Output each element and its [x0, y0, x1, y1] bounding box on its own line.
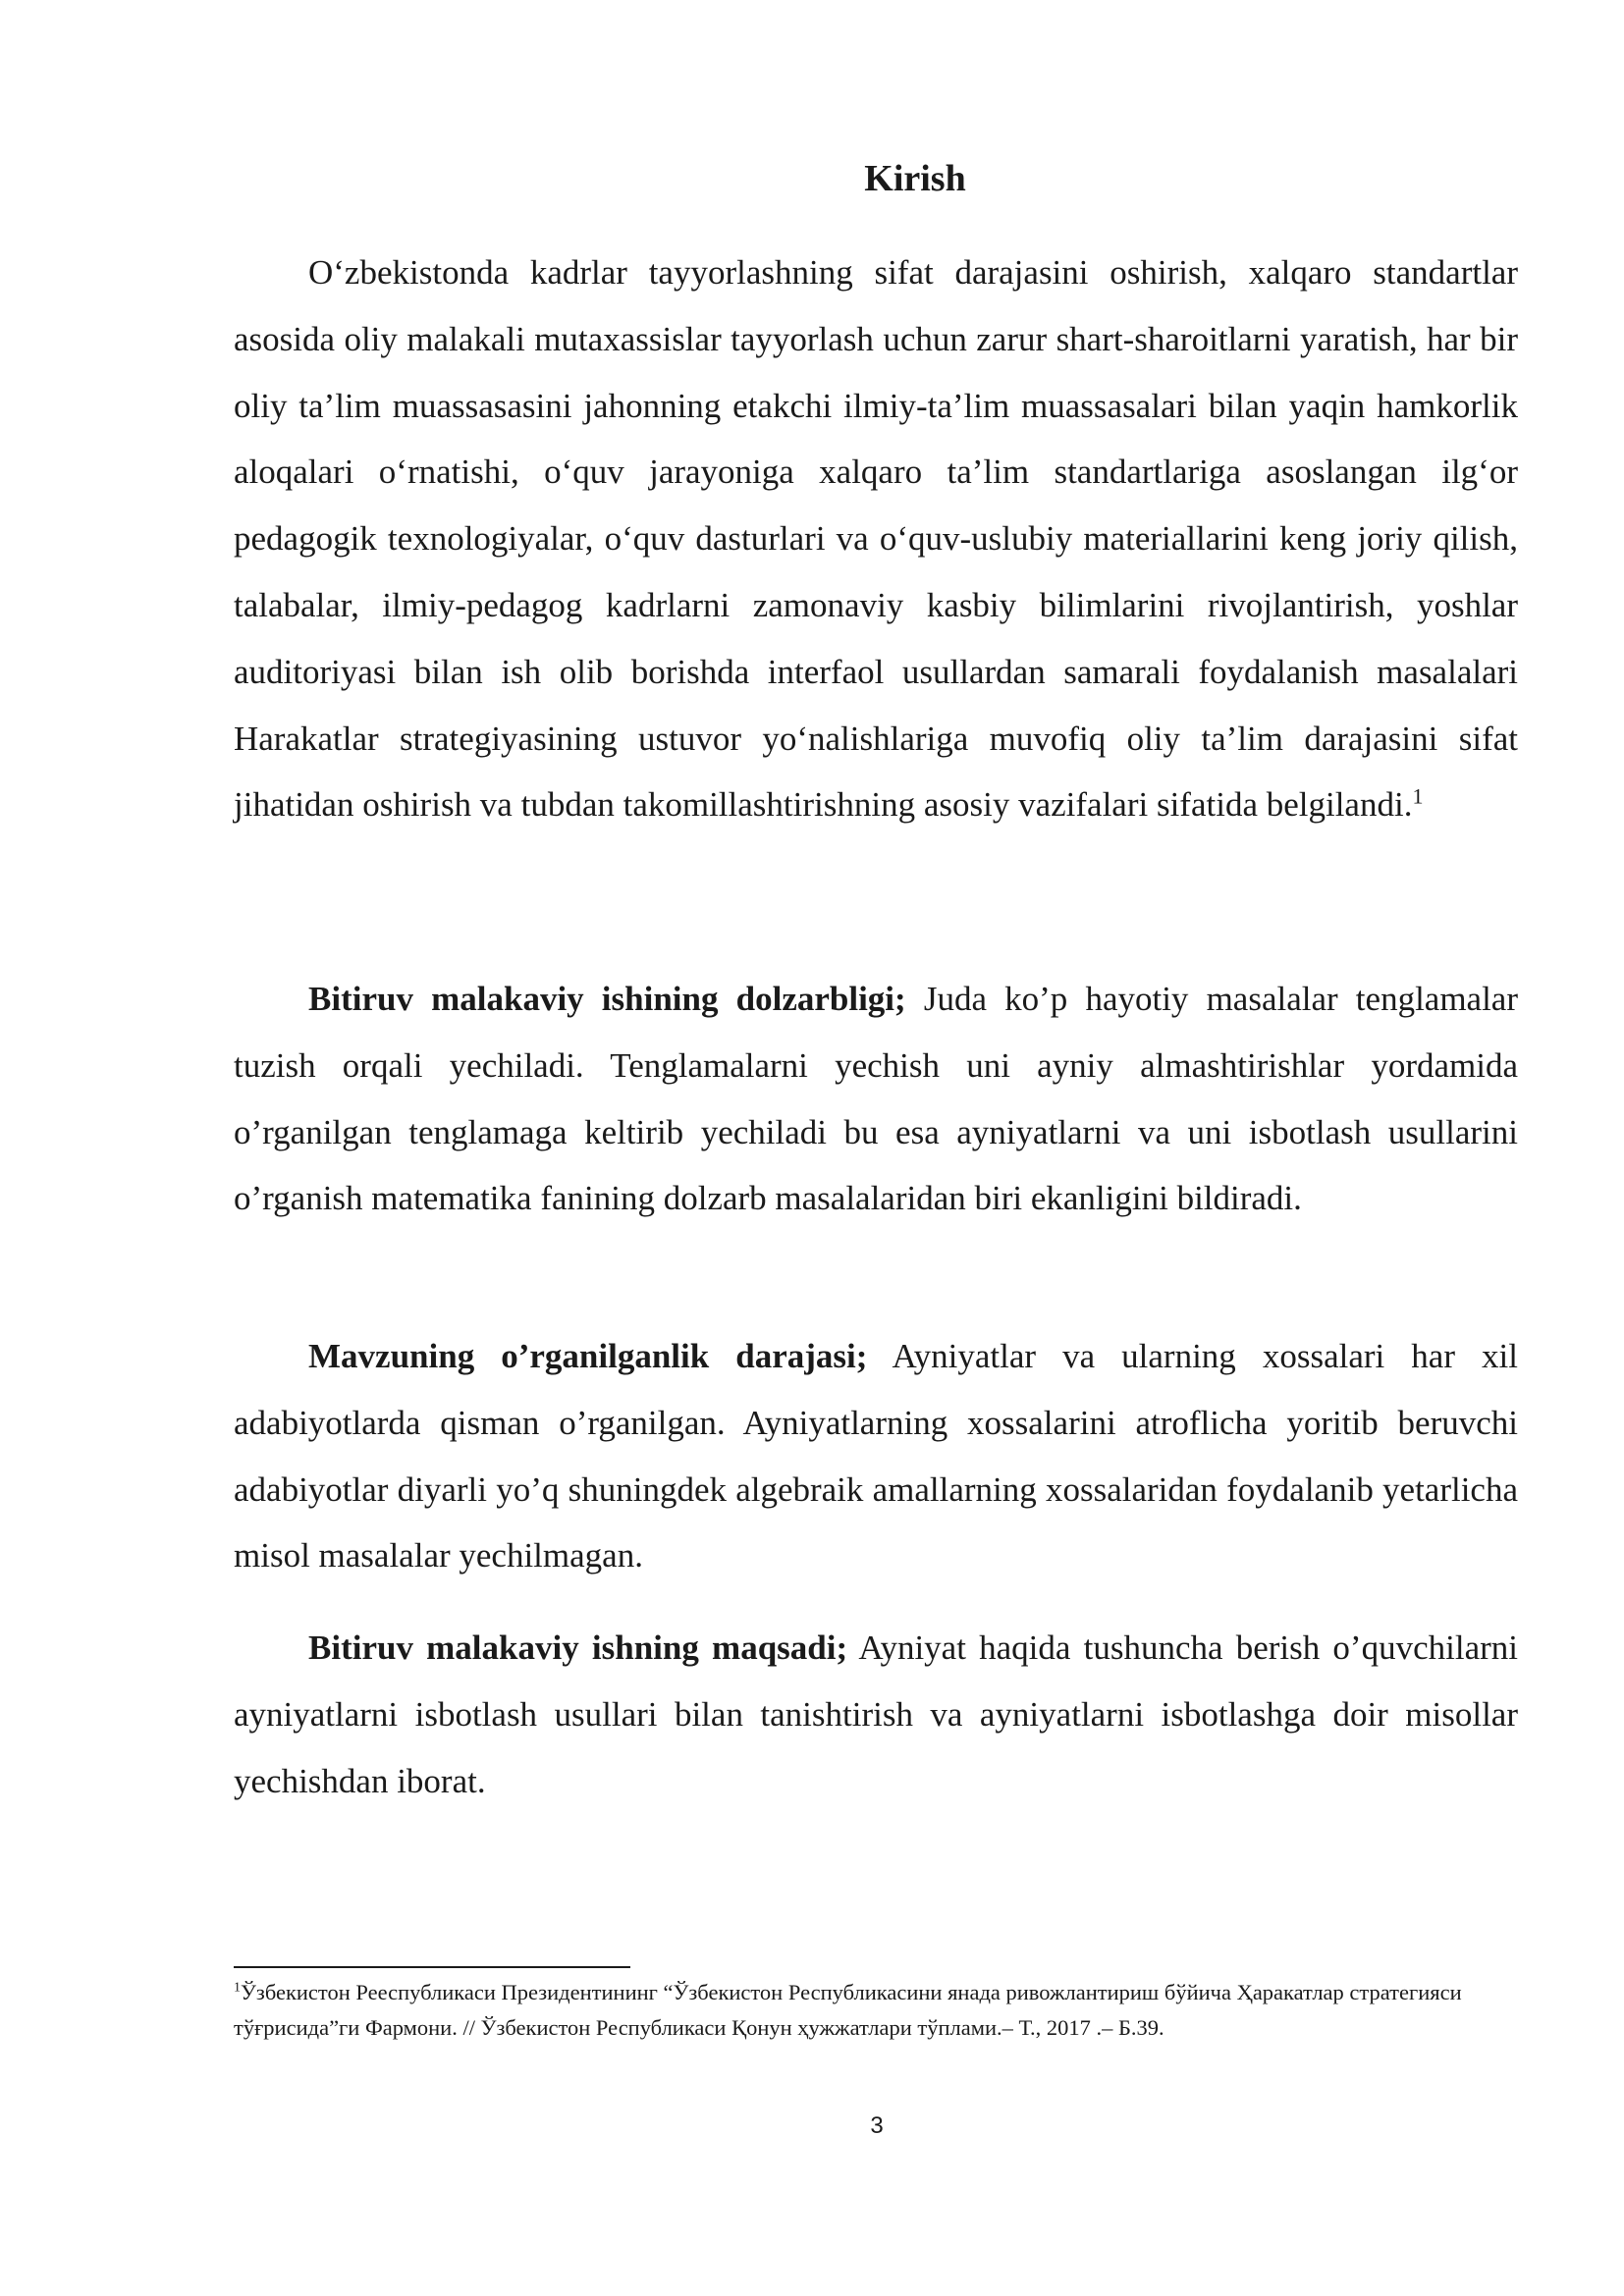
goal-text: Ayniyat haqida tushuncha berish o’quvchilarni ayniyatlarni isbotlash usullari bilan tanishtirish va ayniyatlarni isbotlashga doir misollar yechishdan iborat. [234, 1629, 1518, 1800]
page-number: 3 [870, 2112, 884, 2139]
degree-text: Ayniyatlar va ularning xossalari har xil adabiyotlarda qisman o’rganilgan. Ayniyatlarning xossalarini atroflicha yoritib beruvchi adabiyotlar diyarli yo’q shuningdek algebraik amallarning xossalaridan foydalanib yetarlicha misol masalalar yechilmagan. [234, 1337, 1518, 1575]
footnote-reference[interactable]: 1 [1412, 783, 1424, 809]
footnote [234, 1975, 1520, 2046]
degree-paragraph-block [234, 1323, 1518, 1589]
goal-lead: Bitiruv malakaviy ishning maqsadi; [308, 1629, 848, 1667]
degree-lead: Mavzuning o’rganilganlik darajasi; [308, 1337, 868, 1375]
footnote-separator [234, 1966, 630, 1968]
goal-paragraph [234, 1615, 1518, 1814]
relevance-text: Juda ko’p hayotiy masalalar tenglamalar tuzish orqali yechiladi. Tenglamalarni yechish uni ayniy almashtirishlar yordamida o’rganilgan tenglamaga keltirib yechiladi bu esa ayniyatlarni va uni isbotlash usullarini o’rganish matematika fanining dolzarb masalalaridan biri ekanligini bildiradi. [234, 980, 1518, 1218]
relevance-lead: Bitiruv malakaviy ishining dolzarbligi; [308, 980, 906, 1018]
relevance-paragraph [234, 966, 1518, 1232]
footnote-text: Ўзбекистон Рееспубликаси Президентининг “Ўзбекистон Республикасини янада ривожлантириш бўйича Ҳаракатлар стратегияси тўғрисида”ги Фармони. // Ўзбекистон Республикаси Қонун ҳужжатлари тўплами.– Т., 2017 .– Б.39. [234, 1980, 1462, 2040]
relevance-paragraph-block [234, 966, 1518, 1232]
goal-paragraph-block [234, 1615, 1518, 1814]
intro-paragraph-block [234, 240, 1518, 838]
section-heading: Kirish [864, 158, 966, 199]
degree-paragraph [234, 1323, 1518, 1589]
intro-paragraph [234, 240, 1518, 838]
footnote-marker: 1 [234, 1980, 241, 1996]
intro-text: O‘zbekistonda kadrlar tayyorlashning sifat darajasini oshirish, xalqaro standartlar asosida oliy malakali mutaxassislar tayyorlash uchun zarur shart-sharoitlarni yaratish, har bir oliy ta’lim muassasasini jahonning etakchi ilmiy-ta’lim muassasalari bilan yaqin hamkorlik aloqalari o‘rnatishi, o‘quv jarayoniga xalqaro ta’lim standartlariga asoslangan ilg‘or pedagogik texnologiyalar, o‘quv dasturlari va o‘quv-uslubiy materiallarini keng joriy qilish, talabalar, ilmiy-pedagog kadrlarni zamonaviy kasbiy bilimlarini rivojlantirish, yoshlar auditoriyasi bilan ish olib borishda interfaol usullardan samarali foydalanish masalalari Harakatlar strategiyasining ustuvor yo‘nalishlariga muvofiq oliy ta’lim darajasini sifat jihatidan oshirish va tubdan takomillashtirishning asosiy vazifalari sifatida belgilandi. [234, 253, 1518, 825]
